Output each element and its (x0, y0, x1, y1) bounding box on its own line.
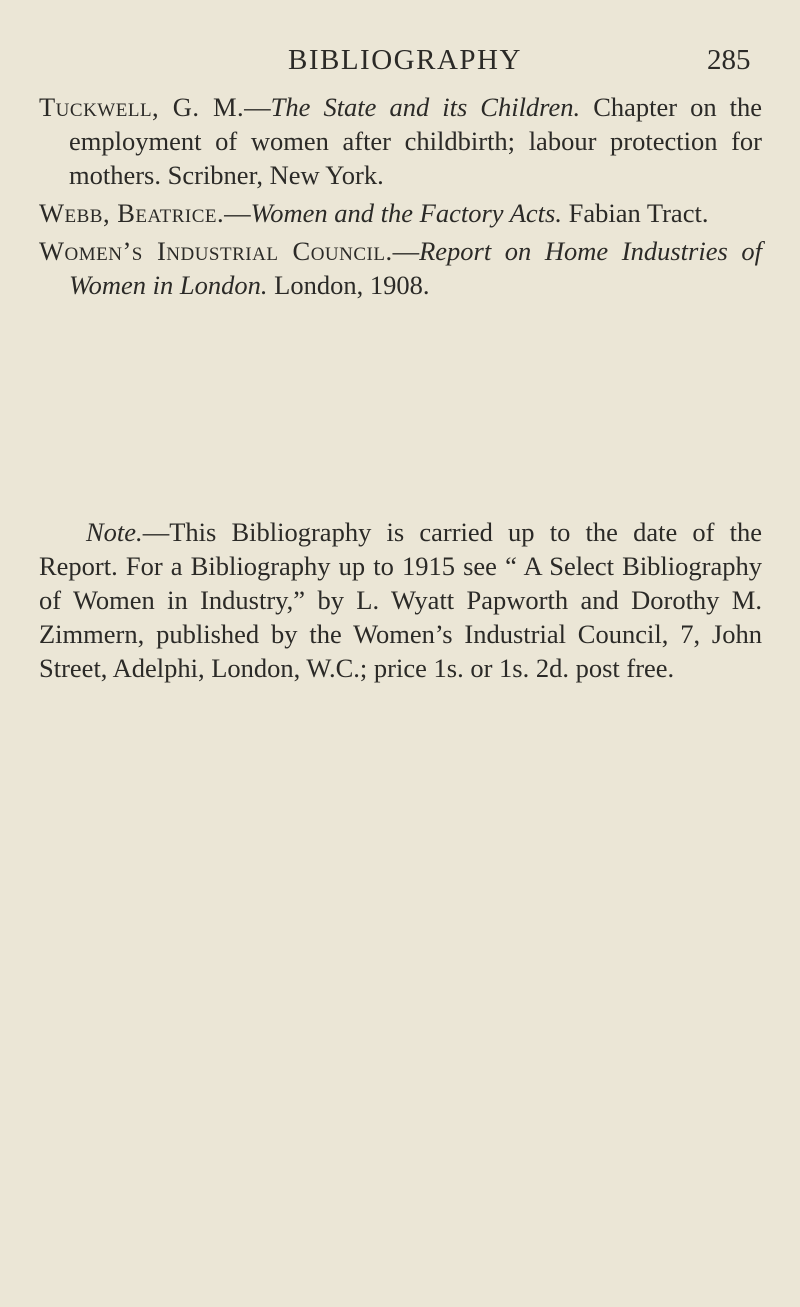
entry-separator: — (224, 198, 251, 228)
entry-separator: — (392, 236, 420, 266)
bibliography-entry (39, 234, 762, 302)
bibliography-entry (39, 196, 762, 230)
entry-separator: — (244, 92, 271, 122)
page-header (0, 44, 800, 84)
entry-title: Report on Home Industries of Women in London. (69, 236, 762, 300)
bibliography-note (39, 515, 762, 685)
entry-author: Women’s Industrial Council. (39, 236, 393, 266)
entry-author: Webb, Beatrice. (39, 198, 225, 228)
bibliography-list (39, 90, 762, 306)
entry-details: London, 1908. (274, 270, 430, 300)
entry-details: Fabian Tract. (568, 198, 709, 228)
note-text: —This Bibliography is carried up to the date of the Report. For a Bibliography up to 1915 see “ A Select Bibliography of Women in Industry,” by L. Wyatt Papworth and Dorothy M. Zimmern, published by the Women’s Industrial Council, 7, John Street, Adelphi, London, W.C.; price 1s. or 1s. 2d. post free. (39, 517, 762, 683)
entry-details: Chapter on the employment of women after childbirth; labour protection for mothers. Scribner, New York. (69, 92, 762, 190)
entry-title: Women and the Factory Acts. (250, 198, 562, 228)
note-label: Note. (86, 517, 143, 547)
entry-author: Tuckwell, G. M. (39, 92, 245, 122)
entry-title: The State and its Children. (270, 92, 581, 122)
page-number: 285 (707, 44, 751, 76)
running-title: BIBLIOGRAPHY (288, 44, 522, 76)
bibliography-entry (39, 90, 762, 192)
